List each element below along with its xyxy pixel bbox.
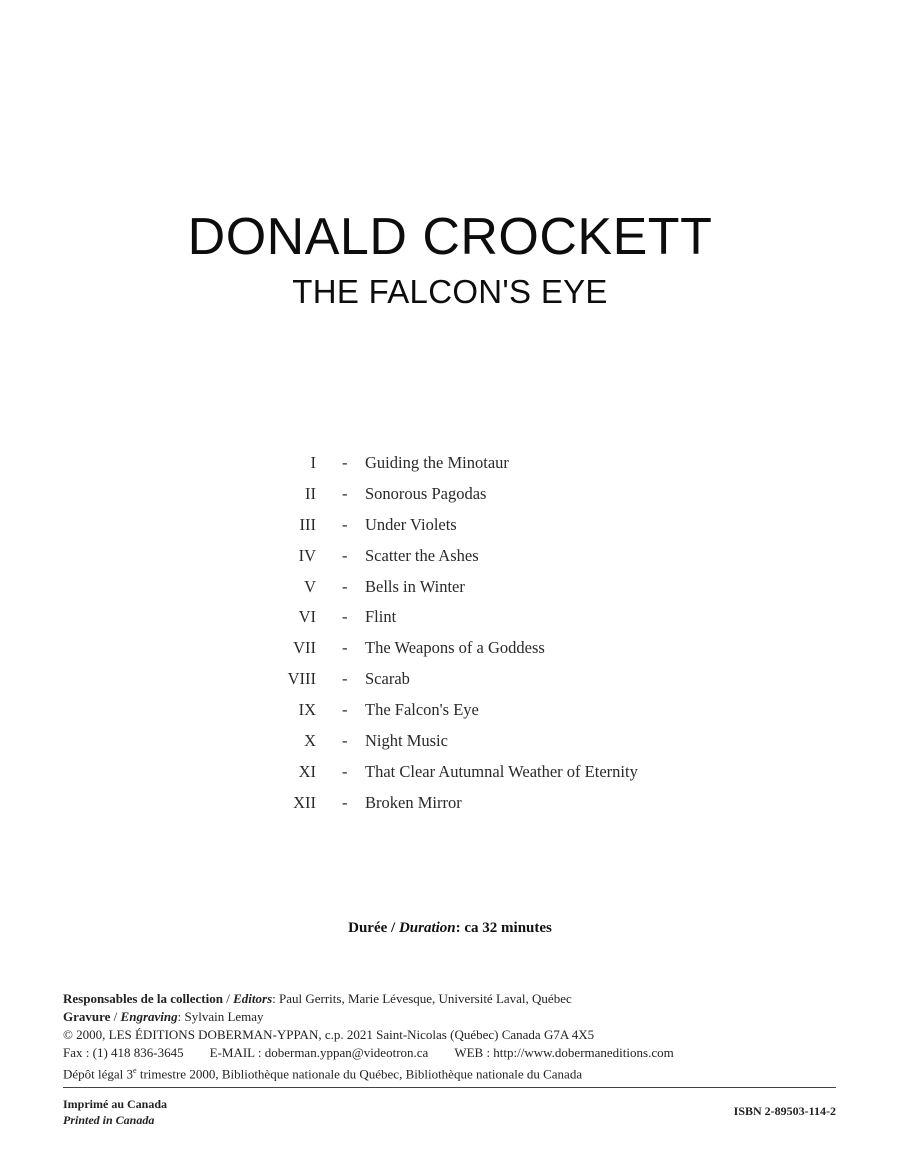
movement-numeral: V xyxy=(304,576,316,596)
movement-separator: - xyxy=(342,607,348,627)
movement-numeral: VIII xyxy=(287,669,316,689)
movement-title: The Weapons of a Goddess xyxy=(365,638,545,658)
copyright-line: © 2000, LES ÉDITIONS DOBERMAN-YPPAN, c.p. 2021 Saint-Nicolas (Québec) Canada G7A 4X5 xyxy=(63,1027,595,1042)
movement-title: Scatter the Ashes xyxy=(365,545,479,565)
printed-fr: Imprimé au Canada xyxy=(63,1097,168,1111)
fax-text: Fax : (1) 418 836-3645 xyxy=(63,1045,184,1060)
movement-separator: - xyxy=(342,792,348,812)
movement-separator: - xyxy=(342,576,348,596)
legal-deposit-line xyxy=(63,1062,843,1083)
engraving-label-fr: Gravure xyxy=(63,1009,111,1024)
editors-slash: / xyxy=(222,991,234,1006)
movement-row xyxy=(0,515,900,546)
movement-separator: - xyxy=(342,514,348,534)
movement-title: The Falcon's Eye xyxy=(365,700,479,720)
movement-row xyxy=(0,484,900,515)
movement-title: Broken Mirror xyxy=(365,792,462,812)
engraving-slash: / xyxy=(110,1009,121,1024)
movement-numeral: II xyxy=(305,483,316,503)
movement-separator: - xyxy=(342,669,348,689)
movement-row xyxy=(0,577,900,608)
movement-separator: - xyxy=(342,731,348,751)
engraving-label-en: Engraving xyxy=(120,1009,178,1024)
depot-sup: e xyxy=(133,1066,137,1075)
email-text: E-MAIL : doberman.yppan@videotron.ca xyxy=(209,1045,429,1060)
movement-title: Bells in Winter xyxy=(365,576,465,596)
editors-value: : Paul Gerrits, Marie Lévesque, Université Laval, Québec xyxy=(272,991,572,1006)
movement-separator: - xyxy=(342,700,348,720)
duration-label-en: Duration xyxy=(398,920,456,936)
movement-numeral: VI xyxy=(298,607,316,627)
movement-row xyxy=(0,638,900,669)
movement-title: Night Music xyxy=(365,731,448,751)
movement-separator: - xyxy=(342,545,348,565)
credits-block xyxy=(63,990,843,1083)
movement-title: That Clear Autumnal Weather of Eternity xyxy=(365,761,638,781)
movement-numeral: III xyxy=(299,514,316,534)
engraving-line xyxy=(63,1008,843,1026)
movement-row xyxy=(0,762,900,793)
movement-title: Scarab xyxy=(365,669,410,689)
editors-label-en: Editors xyxy=(233,991,273,1006)
footer-divider xyxy=(63,1087,836,1088)
printed-in xyxy=(63,1096,167,1128)
depot-rest: trimestre 2000, Bibliothèque nationale du Québec, Bibliothèque nationale du Canada xyxy=(136,1066,583,1082)
editors-line xyxy=(63,990,843,1008)
depot-prefix: Dépôt légal 3 xyxy=(63,1066,134,1082)
movement-list xyxy=(0,453,900,824)
work-title: THE FALCON'S EYE xyxy=(292,273,608,310)
duration-value: : ca 32 minutes xyxy=(455,920,552,936)
web-text: WEB : http://www.dobermaneditions.com xyxy=(454,1045,674,1060)
movement-separator: - xyxy=(342,453,348,472)
movement-row xyxy=(0,546,900,577)
printed-en: Printed in Canada xyxy=(63,1113,155,1127)
movement-separator: - xyxy=(342,483,348,503)
movement-row xyxy=(0,700,900,731)
movement-row xyxy=(0,793,900,824)
duration-label-fr: Durée xyxy=(348,920,388,936)
movement-separator: - xyxy=(342,761,348,781)
isbn: ISBN 2-89503-114-2 xyxy=(733,1104,836,1118)
editors-label-fr: Responsables de la collection xyxy=(63,991,223,1006)
movement-numeral: I xyxy=(310,453,316,472)
movement-separator: - xyxy=(342,638,348,658)
movement-numeral: VII xyxy=(293,638,316,658)
movement-title: Sonorous Pagodas xyxy=(365,483,487,503)
movement-numeral: IX xyxy=(298,700,316,720)
movement-title: Under Violets xyxy=(365,514,457,534)
movement-title: Guiding the Minotaur xyxy=(365,453,509,472)
movement-row xyxy=(0,453,900,484)
engraving-value: : Sylvain Lemay xyxy=(177,1009,264,1024)
movement-row xyxy=(0,731,900,762)
composer-name: DONALD CROCKETT xyxy=(187,208,713,266)
duration-slash: / xyxy=(387,920,399,936)
movement-row xyxy=(0,669,900,700)
duration xyxy=(0,920,900,937)
contact-line xyxy=(63,1044,843,1062)
movement-numeral: IV xyxy=(298,545,316,565)
movement-numeral: X xyxy=(304,731,316,751)
movement-row xyxy=(0,607,900,638)
movement-title: Flint xyxy=(365,607,397,627)
movement-numeral: XII xyxy=(293,792,316,812)
movement-numeral: XI xyxy=(298,761,316,781)
